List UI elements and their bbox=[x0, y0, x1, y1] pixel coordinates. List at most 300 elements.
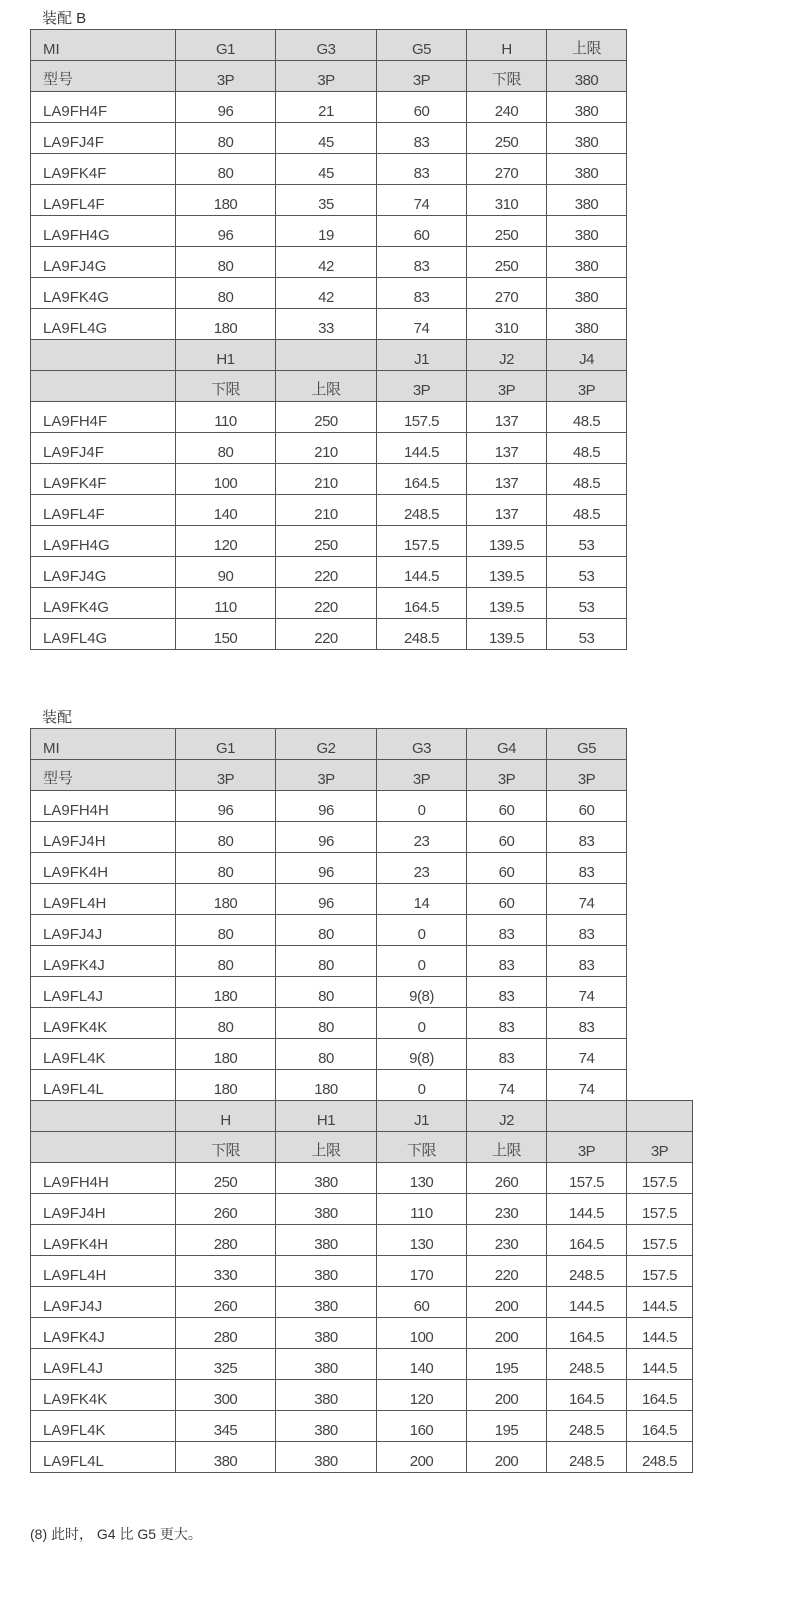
value-cell: 220 bbox=[467, 1256, 547, 1287]
table-row bbox=[31, 884, 693, 915]
value-cell: 80 bbox=[176, 822, 276, 853]
header-cell: H bbox=[176, 1101, 276, 1132]
header-cell: G3 bbox=[377, 729, 467, 760]
blank-cell bbox=[627, 915, 693, 946]
value-cell: 195 bbox=[467, 1349, 547, 1380]
table-row bbox=[31, 92, 693, 123]
value-cell: 164.5 bbox=[627, 1380, 693, 1411]
header-row bbox=[31, 729, 693, 760]
table-row bbox=[31, 402, 693, 433]
header-cell: G2 bbox=[276, 729, 377, 760]
value-cell: 130 bbox=[377, 1163, 467, 1194]
value-cell: 210 bbox=[276, 495, 377, 526]
value-cell: 220 bbox=[276, 557, 377, 588]
value-cell: 45 bbox=[276, 154, 377, 185]
value-cell: 83 bbox=[467, 1039, 547, 1070]
value-cell: 83 bbox=[467, 977, 547, 1008]
table-row bbox=[31, 1380, 693, 1411]
value-cell: 380 bbox=[547, 247, 627, 278]
header-cell: 3P bbox=[377, 61, 467, 92]
value-cell: 380 bbox=[276, 1163, 377, 1194]
table-row bbox=[31, 557, 693, 588]
value-cell: 200 bbox=[467, 1318, 547, 1349]
value-cell: 248.5 bbox=[377, 495, 467, 526]
value-cell: 157.5 bbox=[377, 526, 467, 557]
model-cell: LA9FH4H bbox=[31, 791, 176, 822]
header-cell: G1 bbox=[176, 30, 276, 61]
model-cell: LA9FL4G bbox=[31, 619, 176, 650]
value-cell: 345 bbox=[176, 1411, 276, 1442]
model-cell: LA9FL4H bbox=[31, 1256, 176, 1287]
value-cell: 200 bbox=[467, 1380, 547, 1411]
table-row bbox=[31, 495, 693, 526]
value-cell: 164.5 bbox=[627, 1411, 693, 1442]
value-cell: 380 bbox=[547, 216, 627, 247]
header-cell: G4 bbox=[467, 729, 547, 760]
header-cell: 3P bbox=[547, 371, 627, 402]
model-cell: LA9FL4L bbox=[31, 1442, 176, 1473]
blank-cell bbox=[627, 1070, 693, 1101]
value-cell: 248.5 bbox=[547, 1349, 627, 1380]
value-cell: 120 bbox=[176, 526, 276, 557]
assembly-table bbox=[30, 728, 693, 1473]
value-cell: 380 bbox=[276, 1411, 377, 1442]
value-cell: 74 bbox=[377, 309, 467, 340]
value-cell: 250 bbox=[276, 526, 377, 557]
value-cell: 80 bbox=[176, 278, 276, 309]
value-cell: 250 bbox=[467, 123, 547, 154]
table-row bbox=[31, 1411, 693, 1442]
value-cell: 200 bbox=[467, 1442, 547, 1473]
model-cell: LA9FL4F bbox=[31, 185, 176, 216]
header-cell bbox=[547, 1101, 627, 1132]
table-row bbox=[31, 185, 693, 216]
blank-cell bbox=[627, 977, 693, 1008]
header-cell: 3P bbox=[627, 1132, 693, 1163]
value-cell: 60 bbox=[467, 853, 547, 884]
value-cell: 42 bbox=[276, 247, 377, 278]
table-row bbox=[31, 1349, 693, 1380]
value-cell: 83 bbox=[547, 853, 627, 884]
value-cell: 260 bbox=[467, 1163, 547, 1194]
value-cell: 83 bbox=[377, 123, 467, 154]
table-row bbox=[31, 1163, 693, 1194]
value-cell: 80 bbox=[176, 154, 276, 185]
value-cell: 83 bbox=[547, 1008, 627, 1039]
blank-cell bbox=[627, 92, 693, 123]
value-cell: 210 bbox=[276, 433, 377, 464]
value-cell: 80 bbox=[276, 946, 377, 977]
value-cell: 250 bbox=[467, 247, 547, 278]
value-cell: 0 bbox=[377, 791, 467, 822]
header-cell: H bbox=[467, 30, 547, 61]
value-cell: 137 bbox=[467, 433, 547, 464]
model-cell: LA9FL4K bbox=[31, 1039, 176, 1070]
value-cell: 380 bbox=[276, 1349, 377, 1380]
header-cell: 上限 bbox=[547, 30, 627, 61]
header-cell: 型号 bbox=[31, 61, 176, 92]
value-cell: 74 bbox=[467, 1070, 547, 1101]
header-cell: 3P bbox=[377, 760, 467, 791]
table-row bbox=[31, 433, 693, 464]
value-cell: 380 bbox=[547, 278, 627, 309]
model-cell: LA9FJ4G bbox=[31, 557, 176, 588]
header-cell bbox=[31, 1132, 176, 1163]
value-cell: 14 bbox=[377, 884, 467, 915]
value-cell: 160 bbox=[377, 1411, 467, 1442]
value-cell: 53 bbox=[547, 619, 627, 650]
table-row bbox=[31, 1070, 693, 1101]
value-cell: 23 bbox=[377, 853, 467, 884]
model-cell: LA9FK4F bbox=[31, 154, 176, 185]
value-cell: 325 bbox=[176, 1349, 276, 1380]
value-cell: 83 bbox=[467, 915, 547, 946]
value-cell: 157.5 bbox=[627, 1225, 693, 1256]
value-cell: 60 bbox=[377, 1287, 467, 1318]
value-cell: 23 bbox=[377, 822, 467, 853]
header-cell: 3P bbox=[547, 1132, 627, 1163]
value-cell: 80 bbox=[176, 123, 276, 154]
blank-cell bbox=[627, 526, 693, 557]
value-cell: 144.5 bbox=[547, 1194, 627, 1225]
value-cell: 248.5 bbox=[547, 1411, 627, 1442]
table-row bbox=[31, 123, 693, 154]
value-cell: 53 bbox=[547, 588, 627, 619]
header-cell: 上限 bbox=[276, 1132, 377, 1163]
value-cell: 80 bbox=[276, 915, 377, 946]
value-cell: 0 bbox=[377, 915, 467, 946]
header-cell bbox=[276, 340, 377, 371]
header-cell: 3P bbox=[276, 760, 377, 791]
header-row bbox=[31, 340, 693, 371]
blank-cell bbox=[627, 464, 693, 495]
header-cell: MI bbox=[31, 729, 176, 760]
header-cell: 3P bbox=[547, 760, 627, 791]
value-cell: 21 bbox=[276, 92, 377, 123]
blank-cell bbox=[627, 760, 693, 791]
value-cell: 248.5 bbox=[377, 619, 467, 650]
value-cell: 35 bbox=[276, 185, 377, 216]
value-cell: 140 bbox=[377, 1349, 467, 1380]
value-cell: 380 bbox=[176, 1442, 276, 1473]
value-cell: 310 bbox=[467, 185, 547, 216]
value-cell: 300 bbox=[176, 1380, 276, 1411]
value-cell: 140 bbox=[176, 495, 276, 526]
model-cell: LA9FJ4J bbox=[31, 915, 176, 946]
value-cell: 220 bbox=[276, 588, 377, 619]
header-cell: H1 bbox=[176, 340, 276, 371]
value-cell: 96 bbox=[176, 216, 276, 247]
value-cell: 45 bbox=[276, 123, 377, 154]
blank-cell bbox=[627, 216, 693, 247]
value-cell: 180 bbox=[176, 309, 276, 340]
value-cell: 380 bbox=[547, 185, 627, 216]
value-cell: 80 bbox=[176, 1008, 276, 1039]
model-cell: LA9FH4G bbox=[31, 216, 176, 247]
value-cell: 139.5 bbox=[467, 526, 547, 557]
value-cell: 380 bbox=[547, 123, 627, 154]
table-row bbox=[31, 1318, 693, 1349]
value-cell: 74 bbox=[547, 1070, 627, 1101]
blank-cell bbox=[627, 433, 693, 464]
value-cell: 380 bbox=[547, 92, 627, 123]
blank-cell bbox=[627, 791, 693, 822]
value-cell: 139.5 bbox=[467, 619, 547, 650]
value-cell: 120 bbox=[377, 1380, 467, 1411]
value-cell: 53 bbox=[547, 557, 627, 588]
value-cell: 80 bbox=[176, 946, 276, 977]
value-cell: 250 bbox=[467, 216, 547, 247]
blank-cell bbox=[627, 822, 693, 853]
value-cell: 380 bbox=[276, 1380, 377, 1411]
blank-cell bbox=[627, 278, 693, 309]
value-cell: 210 bbox=[276, 464, 377, 495]
header-cell: J2 bbox=[467, 1101, 547, 1132]
value-cell: 100 bbox=[176, 464, 276, 495]
value-cell: 60 bbox=[467, 884, 547, 915]
table-row bbox=[31, 1008, 693, 1039]
value-cell: 60 bbox=[467, 791, 547, 822]
value-cell: 180 bbox=[176, 1070, 276, 1101]
value-cell: 380 bbox=[276, 1442, 377, 1473]
value-cell: 139.5 bbox=[467, 588, 547, 619]
header-cell: 3P bbox=[276, 61, 377, 92]
value-cell: 180 bbox=[176, 1039, 276, 1070]
value-cell: 180 bbox=[176, 884, 276, 915]
value-cell: 220 bbox=[276, 619, 377, 650]
model-cell: LA9FH4G bbox=[31, 526, 176, 557]
header-cell: 上限 bbox=[467, 1132, 547, 1163]
value-cell: 250 bbox=[176, 1163, 276, 1194]
header-cell bbox=[31, 340, 176, 371]
table-row bbox=[31, 915, 693, 946]
value-cell: 33 bbox=[276, 309, 377, 340]
header-cell: H1 bbox=[276, 1101, 377, 1132]
value-cell: 96 bbox=[176, 92, 276, 123]
model-cell: LA9FK4G bbox=[31, 278, 176, 309]
table-row bbox=[31, 247, 693, 278]
table-row bbox=[31, 1039, 693, 1070]
value-cell: 157.5 bbox=[627, 1256, 693, 1287]
model-cell: LA9FL4F bbox=[31, 495, 176, 526]
header-cell: 3P bbox=[377, 371, 467, 402]
blank-cell bbox=[627, 185, 693, 216]
blank-cell bbox=[627, 340, 693, 371]
blank-cell bbox=[627, 729, 693, 760]
model-cell: LA9FK4H bbox=[31, 1225, 176, 1256]
blank-cell bbox=[627, 557, 693, 588]
value-cell: 270 bbox=[467, 154, 547, 185]
value-cell: 48.5 bbox=[547, 433, 627, 464]
footnote: (8) 此时， G4 比 G5 更大。 bbox=[30, 1526, 202, 1542]
model-cell: LA9FK4G bbox=[31, 588, 176, 619]
value-cell: 380 bbox=[547, 309, 627, 340]
header-row bbox=[31, 30, 693, 61]
header-cell: 下限 bbox=[176, 371, 276, 402]
value-cell: 260 bbox=[176, 1194, 276, 1225]
header-cell: 3P bbox=[467, 760, 547, 791]
table-row bbox=[31, 154, 693, 185]
table-row bbox=[31, 1194, 693, 1225]
model-cell: LA9FL4K bbox=[31, 1411, 176, 1442]
blank-cell bbox=[627, 154, 693, 185]
value-cell: 48.5 bbox=[547, 495, 627, 526]
value-cell: 96 bbox=[276, 853, 377, 884]
value-cell: 130 bbox=[377, 1225, 467, 1256]
value-cell: 230 bbox=[467, 1194, 547, 1225]
table-row bbox=[31, 464, 693, 495]
header-cell: J4 bbox=[547, 340, 627, 371]
value-cell: 83 bbox=[377, 247, 467, 278]
value-cell: 380 bbox=[547, 154, 627, 185]
value-cell: 74 bbox=[547, 884, 627, 915]
model-cell: LA9FK4J bbox=[31, 946, 176, 977]
table-row bbox=[31, 526, 693, 557]
value-cell: 110 bbox=[377, 1194, 467, 1225]
value-cell: 74 bbox=[547, 977, 627, 1008]
value-cell: 260 bbox=[176, 1287, 276, 1318]
header-cell: J1 bbox=[377, 1101, 467, 1132]
value-cell: 230 bbox=[467, 1225, 547, 1256]
value-cell: 180 bbox=[176, 977, 276, 1008]
value-cell: 139.5 bbox=[467, 557, 547, 588]
value-cell: 83 bbox=[467, 1008, 547, 1039]
model-cell: LA9FH4F bbox=[31, 402, 176, 433]
header-row bbox=[31, 61, 693, 92]
table-row bbox=[31, 853, 693, 884]
value-cell: 0 bbox=[377, 1008, 467, 1039]
value-cell: 380 bbox=[276, 1194, 377, 1225]
value-cell: 0 bbox=[377, 946, 467, 977]
value-cell: 80 bbox=[176, 853, 276, 884]
value-cell: 164.5 bbox=[377, 588, 467, 619]
value-cell: 200 bbox=[377, 1442, 467, 1473]
table2-title: 装配 bbox=[42, 709, 73, 726]
value-cell: 330 bbox=[176, 1256, 276, 1287]
value-cell: 80 bbox=[176, 433, 276, 464]
value-cell: 110 bbox=[176, 402, 276, 433]
value-cell: 180 bbox=[176, 185, 276, 216]
table-row bbox=[31, 278, 693, 309]
value-cell: 380 bbox=[276, 1225, 377, 1256]
header-cell: G3 bbox=[276, 30, 377, 61]
blank-cell bbox=[627, 884, 693, 915]
value-cell: 180 bbox=[276, 1070, 377, 1101]
model-cell: LA9FK4K bbox=[31, 1008, 176, 1039]
blank-cell bbox=[627, 247, 693, 278]
table-row bbox=[31, 977, 693, 1008]
value-cell: 248.5 bbox=[547, 1256, 627, 1287]
value-cell: 60 bbox=[547, 791, 627, 822]
table-row bbox=[31, 1225, 693, 1256]
header-row bbox=[31, 1132, 693, 1163]
value-cell: 96 bbox=[176, 791, 276, 822]
value-cell: 83 bbox=[547, 946, 627, 977]
value-cell: 144.5 bbox=[377, 433, 467, 464]
blank-cell bbox=[627, 123, 693, 154]
model-cell: LA9FK4J bbox=[31, 1318, 176, 1349]
value-cell: 144.5 bbox=[627, 1349, 693, 1380]
value-cell: 83 bbox=[547, 915, 627, 946]
header-cell: G5 bbox=[377, 30, 467, 61]
blank-cell bbox=[627, 1039, 693, 1070]
value-cell: 42 bbox=[276, 278, 377, 309]
value-cell: 164.5 bbox=[547, 1380, 627, 1411]
value-cell: 248.5 bbox=[627, 1442, 693, 1473]
blank-cell bbox=[627, 619, 693, 650]
blank-cell bbox=[627, 946, 693, 977]
blank-cell bbox=[627, 371, 693, 402]
value-cell: 137 bbox=[467, 464, 547, 495]
value-cell: 80 bbox=[176, 915, 276, 946]
value-cell: 144.5 bbox=[627, 1318, 693, 1349]
value-cell: 100 bbox=[377, 1318, 467, 1349]
value-cell: 157.5 bbox=[547, 1163, 627, 1194]
value-cell: 380 bbox=[276, 1256, 377, 1287]
value-cell: 96 bbox=[276, 884, 377, 915]
value-cell: 80 bbox=[276, 1039, 377, 1070]
value-cell: 137 bbox=[467, 495, 547, 526]
blank-cell bbox=[627, 61, 693, 92]
model-cell: LA9FH4F bbox=[31, 92, 176, 123]
blank-cell bbox=[627, 495, 693, 526]
value-cell: 170 bbox=[377, 1256, 467, 1287]
model-cell: LA9FL4J bbox=[31, 1349, 176, 1380]
value-cell: 110 bbox=[176, 588, 276, 619]
model-cell: LA9FJ4F bbox=[31, 433, 176, 464]
value-cell: 90 bbox=[176, 557, 276, 588]
value-cell: 380 bbox=[276, 1318, 377, 1349]
header-cell: 上限 bbox=[276, 371, 377, 402]
value-cell: 96 bbox=[276, 791, 377, 822]
value-cell: 280 bbox=[176, 1225, 276, 1256]
header-cell bbox=[31, 1101, 176, 1132]
value-cell: 157.5 bbox=[627, 1163, 693, 1194]
model-cell: LA9FJ4H bbox=[31, 822, 176, 853]
value-cell: 19 bbox=[276, 216, 377, 247]
table-row bbox=[31, 1256, 693, 1287]
blank-cell bbox=[627, 853, 693, 884]
blank-cell bbox=[627, 402, 693, 433]
table-row bbox=[31, 1442, 693, 1473]
header-row bbox=[31, 760, 693, 791]
value-cell: 240 bbox=[467, 92, 547, 123]
value-cell: 200 bbox=[467, 1287, 547, 1318]
header-cell: 380 bbox=[547, 61, 627, 92]
value-cell: 164.5 bbox=[547, 1318, 627, 1349]
header-cell: 3P bbox=[176, 61, 276, 92]
value-cell: 80 bbox=[276, 977, 377, 1008]
table-row bbox=[31, 1287, 693, 1318]
value-cell: 144.5 bbox=[377, 557, 467, 588]
header-cell: 下限 bbox=[467, 61, 547, 92]
value-cell: 60 bbox=[377, 216, 467, 247]
model-cell: LA9FL4H bbox=[31, 884, 176, 915]
value-cell: 9(8) bbox=[377, 1039, 467, 1070]
header-cell: J1 bbox=[377, 340, 467, 371]
header-cell: G1 bbox=[176, 729, 276, 760]
value-cell: 83 bbox=[467, 946, 547, 977]
model-cell: LA9FK4H bbox=[31, 853, 176, 884]
blank-cell bbox=[627, 588, 693, 619]
value-cell: 137 bbox=[467, 402, 547, 433]
header-cell bbox=[31, 371, 176, 402]
value-cell: 74 bbox=[377, 185, 467, 216]
value-cell: 53 bbox=[547, 526, 627, 557]
value-cell: 60 bbox=[377, 92, 467, 123]
blank-cell bbox=[627, 1008, 693, 1039]
value-cell: 74 bbox=[547, 1039, 627, 1070]
